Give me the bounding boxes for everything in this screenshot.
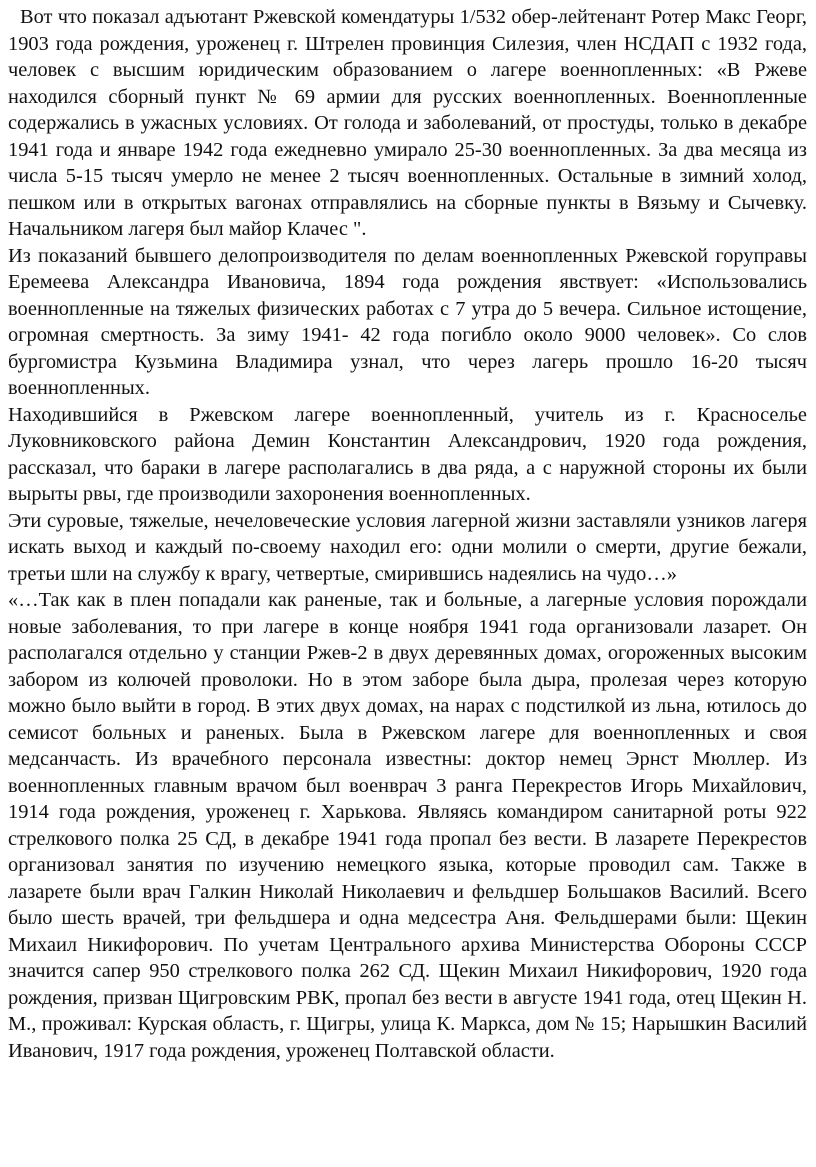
paragraph-prisoner-testimony: Находившийся в Ржевском лагере военнопленный, учитель из г. Красноселье Луковниковского района Демин Константин Александрович, 1920 года рождения, рассказал, что бараки в лагере располагались в два ряда, а с наружной стороны их были вырыты рвы, где производили захоронения военнопленных.	[8, 403, 807, 505]
paragraph-infirmary: «…Так как в плен попадали как раненые, так и больные, а лагерные условия порождали новые заболевания, то при лагере в конце ноября 1941 года организовали лазарет. Он располагался отдельно у станции Ржев-2 в двух деревянных домах, огороженных высоким забором из колючей проволоки. Но в этом заборе была дыра, пролезая через которую можно было выйти в город. В этих двух домах, на нарах с подстилкой из льна, ютилось до семисот больных и раненых. Была в Ржевском лагере для военнопленных и своя медсанчасть. Из врачебного персонала известны: доктор немец Эрнст Мюллер. Из военнопленных главным врачом был военврач 3 ранга Перекрестов Игорь Михайлович, 1914 года рождения, уроженец г. Харькова. Являясь командиром санитарной роты 922 стрелкового полка 25 СД, в декабре 1941 года пропал без вести. В лазарете Перекрестов организовал занятия по изучению немецкого языка, которые проводил сам. Также в лазарете были врач Галкин Николай Николаевич и фельдшер Большаков Василий. Всего было шесть врачей, три фельдшера и одна медсестра Аня. Фельдшерами были: Щекин Михаил Никифорович. По учетам Центрального архива Министерства Обороны СССР значится сапер 950 стрелкового полка 262 СД. Щекин Михаил Никифорович, 1920 года рождения, призван Щигровским РВК, пропал без вести в августе 1941 года, отец Щекин Н. М., проживал: Курская область, г. Щигры, улица К. Маркса, дом № 15; Нарышкин Василий Иванович, 1917 года рождения, уроженец Полтавской области.	[8, 589, 807, 1062]
paragraph-camp-conditions: Эти суровые, тяжелые, нечеловеческие условия лагерной жизни заставляли узников лагеря искать выход и каждый по-своему находил его: одни молили о смерти, другие бежали, третьи шли на службу к врагу, четвертые, смирившись надеялись на чудо…»	[8, 509, 807, 585]
paragraph-clerk-testimony: Из показаний бывшего делопроизводителя по делам военнопленных Ржевской горуправы Еремеева Александра Ивановича, 1894 года рождения явствует: «Использовались военнопленные на тяжелых физических работах с 7 утра до 5 вечера. Сильное истощение, огромная смертность. За зиму 1941- 42 года погибло около 9000 человек». Со слов бургомистра Кузьмина Владимира узнал, что через лагерь прошло 16-20 тысяч военнопленных.	[8, 244, 807, 399]
paragraph-adjutant-testimony: Вот что показал адъютант Ржевской комендатуры 1/532 обер-лейтенант Ротер Макс Георг, 1903 года рождения, уроженец г. Штрелен провинция Силезия, член НСДАП с 1932 года, человек с высшим юридическим образованием о лагере военнопленных: «В Ржеве находился сборный пункт № 69 армии для русских военнопленных. Военнопленные содержались в ужасных условиях. От голода и заболеваний, от простуды, только в декабре 1941 года и январе 1942 года ежедневно умирало 25-30 военнопленных. За два месяца из числа 5-15 тысяч умерло не менее 2 тысяч военнопленных. Остальные в зимний холод, пешком или в открытых вагонах отправлялись на сборные пункты в Вязьму и Сычевку. Начальником лагеря был майор Клачес ".	[8, 6, 807, 240]
